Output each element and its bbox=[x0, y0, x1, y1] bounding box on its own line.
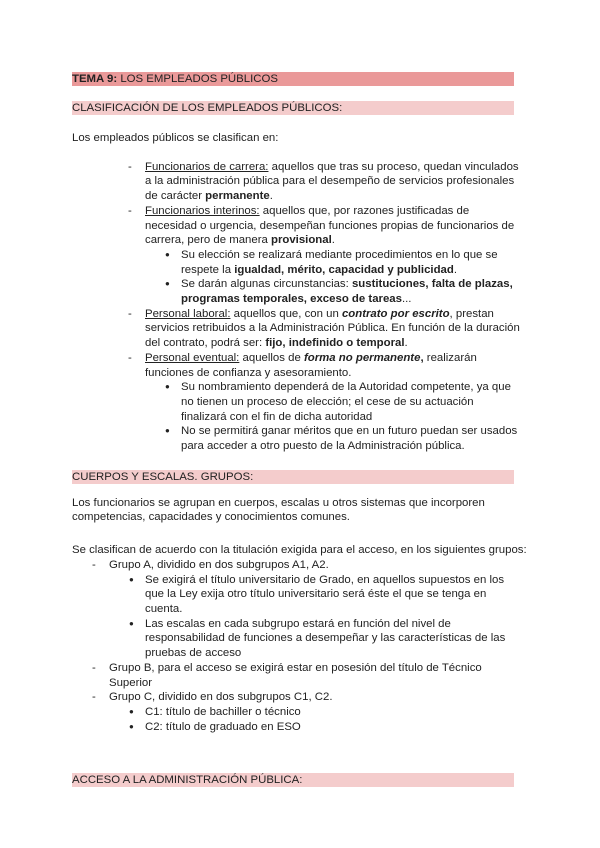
bullet-item bbox=[181, 424, 522, 453]
text-segment: permanente bbox=[205, 190, 270, 203]
text-segment: . bbox=[453, 263, 458, 276]
text-segment: Su nombramiento dependerá de la Autoridad competente, ya que no tienen un proceso de elección; el cese de su actuación finalizará con el fin de dicha autoridad bbox=[181, 381, 511, 423]
text-segment: . bbox=[269, 190, 273, 203]
text-segment: Personal laboral: bbox=[145, 307, 231, 320]
list-item-text bbox=[145, 307, 522, 351]
text-segment: Se darán algunas circunstancias: bbox=[181, 278, 352, 291]
text-segment: Grupo A, dividido en dos subgrupos A1, A2. bbox=[109, 558, 329, 571]
list-item-text bbox=[109, 690, 522, 705]
text-segment: Las escalas en cada subgrupo estará en función del nivel de responsabilidad de funciones a desempeñar y las características de las pruebas de acceso bbox=[145, 617, 506, 660]
bullet-item bbox=[181, 248, 522, 277]
list-item-text bbox=[109, 558, 522, 573]
text-segment: C2: título de graduado en ESO bbox=[145, 720, 301, 733]
text-segment: Se exigirá el título universitario de Grado, en aquellos supuestos en los que la Ley exija otro título universitario será éste el que se tenga en cuenta. bbox=[145, 573, 505, 615]
sub-list bbox=[145, 380, 522, 454]
list-item-text bbox=[145, 160, 522, 204]
text-segment: . bbox=[404, 337, 408, 350]
bullet-item bbox=[145, 573, 522, 617]
list-item-text bbox=[109, 661, 522, 690]
intro-paragraph: Los empleados públicos se clasifican en: bbox=[72, 132, 279, 144]
text-segment: sustituciones, falta de plazas, programas temporales, exceso de tareas bbox=[181, 278, 513, 306]
list-item bbox=[109, 661, 522, 690]
list-item bbox=[145, 351, 522, 454]
section-heading-cuerpos: CUERPOS Y ESCALAS. GRUPOS: bbox=[72, 470, 514, 484]
list-item-text bbox=[145, 204, 522, 248]
paragraph-clasificacion: Se clasifican de acuerdo con la titulación exigida para el acceso, en los siguientes grupos: bbox=[72, 544, 527, 557]
paragraph-agrupacion: Los funcionarios se agrupan en cuerpos, escalas u otros sistemas que incorporen competencias, capacidades y conocimientos comunes. bbox=[72, 496, 485, 524]
section-heading-acceso: ACCESO A LA ADMINISTRACIÓN PÚBLICA: bbox=[72, 773, 514, 787]
text-segment: fijo, indefinido o temporal bbox=[265, 337, 405, 350]
list-item bbox=[145, 307, 522, 351]
bullet-item bbox=[145, 617, 522, 661]
bullet-item bbox=[145, 720, 522, 735]
text-segment: TEMA 9: bbox=[72, 73, 121, 85]
text-segment: aquellos de bbox=[239, 351, 304, 364]
list-item bbox=[145, 204, 522, 307]
employee-types-list bbox=[72, 160, 522, 454]
sub-list bbox=[145, 248, 522, 307]
text-segment: No se permitirá ganar méritos que en un futuro puedan ser usados para acceder a otro puesto de la Administración pública. bbox=[181, 425, 518, 453]
text-segment: Su elección se realizará mediante procedimientos en lo que se respete la bbox=[181, 248, 498, 276]
text-segment: , bbox=[420, 351, 424, 364]
text-segment: Funcionarios interinos: bbox=[145, 204, 260, 217]
text-segment: igualdad, mérito, capacidad y publicidad bbox=[234, 263, 454, 276]
text-segment: forma no permanente bbox=[303, 351, 421, 364]
text-segment: aquellos que, con un bbox=[230, 307, 342, 320]
list-item bbox=[145, 160, 522, 204]
list-item bbox=[109, 690, 522, 734]
text-segment: LOS EMPLEADOS PÚBLICOS bbox=[120, 73, 278, 85]
bullet-item bbox=[145, 705, 522, 720]
text-segment: , prestan servicios retribuidos a la Administración Pública. En función de la duración del contrato, podrá ser: bbox=[145, 307, 520, 350]
text-segment: contrato por escrito bbox=[341, 307, 450, 320]
list-item-text bbox=[145, 351, 522, 380]
text-segment: provisional bbox=[271, 234, 332, 247]
text-segment: . bbox=[331, 234, 335, 247]
bullet-item bbox=[181, 380, 522, 424]
text-segment: Personal eventual: bbox=[145, 351, 240, 364]
section-heading-clasificacion: CLASIFICACIÓN DE LOS EMPLEADOS PÚBLICOS: bbox=[72, 101, 514, 115]
text-segment: aquellos que tras su proceso, quedan vinculados a la administración pública para el desempeño de servicios profesionales de carácter bbox=[145, 160, 519, 203]
list-item bbox=[109, 558, 522, 661]
groups-list bbox=[72, 558, 522, 734]
text-segment: aquellos que, por razones justificadas de necesidad o urgencia, desempeñan funciones propias de funcionarios de carrera, pero de manera bbox=[145, 204, 515, 247]
sub-list bbox=[109, 573, 522, 661]
text-segment: Grupo B, para el acceso se exigirá estar en posesión del título de Técnico Superior bbox=[109, 661, 482, 689]
text-segment: ... bbox=[401, 293, 412, 306]
main-heading bbox=[72, 72, 514, 86]
text-segment: C1: título de bachiller o técnico bbox=[145, 705, 301, 718]
sub-list bbox=[109, 705, 522, 734]
bullet-item bbox=[181, 277, 522, 306]
text-segment: Funcionarios de carrera: bbox=[145, 160, 269, 173]
text-segment: Grupo C, dividido en dos subgrupos C1, C2. bbox=[109, 691, 333, 704]
text-segment: realizarán funciones de confianza y asesoramiento. bbox=[145, 351, 477, 379]
